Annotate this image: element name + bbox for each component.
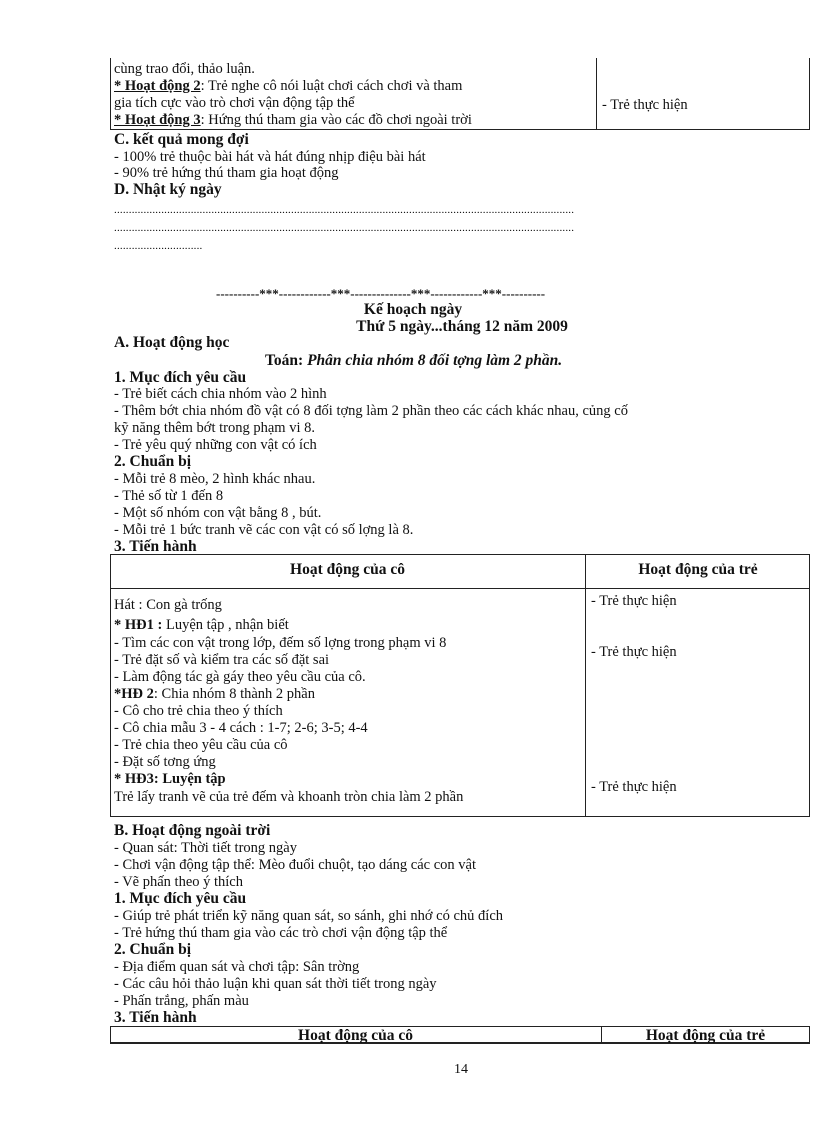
plan-date: Thứ 5 ngày...tháng 12 năm 2009	[356, 318, 568, 335]
section-b-title: B. Hoạt động ngoài trời	[114, 822, 271, 839]
section-b-goal-2: - Trẻ hứng thú tham gia vào các trò chơi vận động tập thể	[114, 925, 448, 941]
diary-dot-line-2: ............................................................................................................................................................	[114, 222, 575, 234]
section-a-prep-3: - Một số nhóm con vật bằng 8 , bút.	[114, 505, 322, 521]
t1-row-8: - Cô chia mẫu 3 - 4 cách : 1-7; 2-6; 3-5; 4-4	[114, 720, 368, 736]
table-1-header-left: Hoạt động của cô	[290, 561, 405, 578]
table-2-header-right: Hoạt động của trẻ	[645, 1027, 766, 1043]
section-d-title: D. Nhật ký ngày	[114, 181, 222, 198]
t1-row-12: Trẻ lấy tranh vẽ của trẻ đếm và khoanh tròn chia làm 2 phần	[114, 789, 464, 805]
table-1-header-right: Hoạt động của trẻ	[638, 561, 758, 578]
top-table-divider	[596, 58, 597, 130]
section-a-prep-4: - Mỗi trẻ 1 bức tranh vẽ các con vật có số lợng là 8.	[114, 522, 414, 538]
section-a-goal-1: - Trẻ biết cách chia nhóm vào 2 hình	[114, 386, 327, 402]
t1-right-1: - Trẻ thực hiện	[591, 593, 677, 609]
section-a-goal-2: - Thêm bớt chia nhóm đồ vật có 8 đối tợng làm 2 phần theo các cách khác nhau, củng cố	[114, 403, 628, 419]
t1-row-5: - Làm động tác gà gáy theo yêu cầu của cô.	[114, 669, 366, 685]
section-a-goal-4: - Trẻ yêu quý những con vật có ích	[114, 437, 317, 453]
section-c-item-2: - 90% trẻ hứng thú tham gia hoạt động	[114, 165, 339, 181]
page-number: 14	[454, 1062, 468, 1077]
activity-2-label: * Hoạt động 2	[114, 78, 201, 94]
table-2-header-right-cell	[602, 1027, 809, 1043]
separator-line: ----------***------------***--------------***------------***----------	[216, 286, 546, 301]
t1-row-6	[114, 687, 315, 702]
t1-row-2	[114, 618, 289, 633]
plan-title: Kế hoạch ngày	[363, 301, 463, 318]
hd3-label: * HĐ3: Luyện tập	[114, 771, 226, 787]
diary-dot-line-3: ..............................	[114, 240, 203, 252]
table-2-header-left: Hoạt động của cô	[298, 1027, 413, 1043]
section-b-prep-2: - Các câu hỏi thảo luận khi quan sát thời tiết trong ngày	[114, 976, 437, 992]
t1-row-7: - Cô cho trẻ chia theo ý thích	[114, 703, 283, 719]
lesson-subject	[265, 353, 562, 368]
hd1-label: * HĐ1 :	[114, 617, 163, 633]
section-b-goal-1: - Giúp trẻ phát triển kỹ năng quan sát, so sánh, ghi nhớ có chủ đích	[114, 908, 504, 924]
section-a-goal-title: 1. Mục đích yêu cầu	[114, 369, 247, 386]
section-b-proc-title: 3. Tiến hành	[114, 1009, 197, 1026]
table-2-header-left-cell	[110, 1027, 601, 1043]
section-c-title: C. kết quả mong đợi	[114, 131, 249, 148]
activity-3-label: * Hoạt động 3	[114, 112, 201, 128]
section-c-item-1: - 100% trẻ thuộc bài hát và hát đúng nhịp điệu bài hát	[114, 149, 426, 165]
top-line-3: gia tích cực vào trò chơi vận động tập thể	[114, 95, 355, 111]
top-line-4	[114, 113, 472, 128]
section-a-prep-title: 2. Chuẩn bị	[114, 453, 192, 470]
t1-row-11	[114, 772, 226, 787]
top-line-2	[114, 79, 462, 94]
t1-row-4: - Trẻ đặt số và kiểm tra các số đặt sai	[114, 652, 330, 668]
table-1-header-rule	[110, 588, 810, 589]
activity-3-text: : Hứng thú tham gia vào các đồ chơi ngoài trời	[200, 112, 472, 128]
section-b-prep-1: - Địa điểm quan sát và chơi tập: Sân trờng	[114, 959, 360, 975]
t1-right-3: - Trẻ thực hiện	[591, 779, 677, 795]
section-a-goal-3: kỹ năng thêm bớt trong phạm vi 8.	[114, 420, 315, 436]
t1-right-2: - Trẻ thực hiện	[591, 644, 677, 660]
section-b-goal-title: 1. Mục đích yêu cầu	[114, 890, 247, 907]
hd1-text: Luyện tập , nhận biết	[162, 617, 289, 633]
section-b-prep-title: 2. Chuẩn bị	[114, 941, 192, 958]
section-b-item-1: - Quan sát: Thời tiết trong ngày	[114, 840, 297, 856]
t1-row-9: - Trẻ chia theo yêu cầu của cô	[114, 737, 288, 753]
section-a-proc-title: 3. Tiến hành	[114, 538, 197, 555]
section-a-prep-2: - Thẻ số từ 1 đến 8	[114, 488, 224, 504]
top-line-1: cùng trao đổi, thảo luận.	[114, 62, 255, 77]
section-b-prep-3: - Phấn trắng, phấn màu	[114, 993, 249, 1009]
table-1-divider	[585, 554, 586, 817]
section-b-item-2: - Chơi vận động tập thể: Mèo đuổi chuột, tạo dáng các con vật	[114, 857, 477, 873]
t1-row-3: - Tìm các con vật trong lớp, đếm số lợng trong phạm vi 8	[114, 635, 447, 651]
t1-row-10: - Đặt số tơng ứng	[114, 754, 216, 770]
section-a-title: A. Hoạt động học	[114, 334, 230, 351]
t1-row-1: Hát : Con gà trống	[114, 597, 222, 613]
hd2-text: : Chia nhóm 8 thành 2 phần	[153, 686, 315, 702]
subject-label: Toán:	[265, 352, 304, 369]
diary-dot-line-1: ............................................................................................................................................................	[114, 204, 575, 216]
top-table-right-text: - Trẻ thực hiện	[602, 97, 688, 113]
section-b-item-3: - Vẽ phấn theo ý thích	[114, 874, 243, 890]
activity-2-text: : Trẻ nghe cô nói luật chơi cách chơi và tham	[200, 78, 463, 94]
subject-text: Phân chia nhóm 8 đối tợng làm 2 phần.	[303, 352, 563, 369]
section-a-prep-1: - Mỗi trẻ 8 mèo, 2 hình khác nhau.	[114, 471, 316, 487]
top-table-left-cell	[114, 62, 594, 129]
hd2-label: *HĐ 2	[114, 686, 154, 702]
